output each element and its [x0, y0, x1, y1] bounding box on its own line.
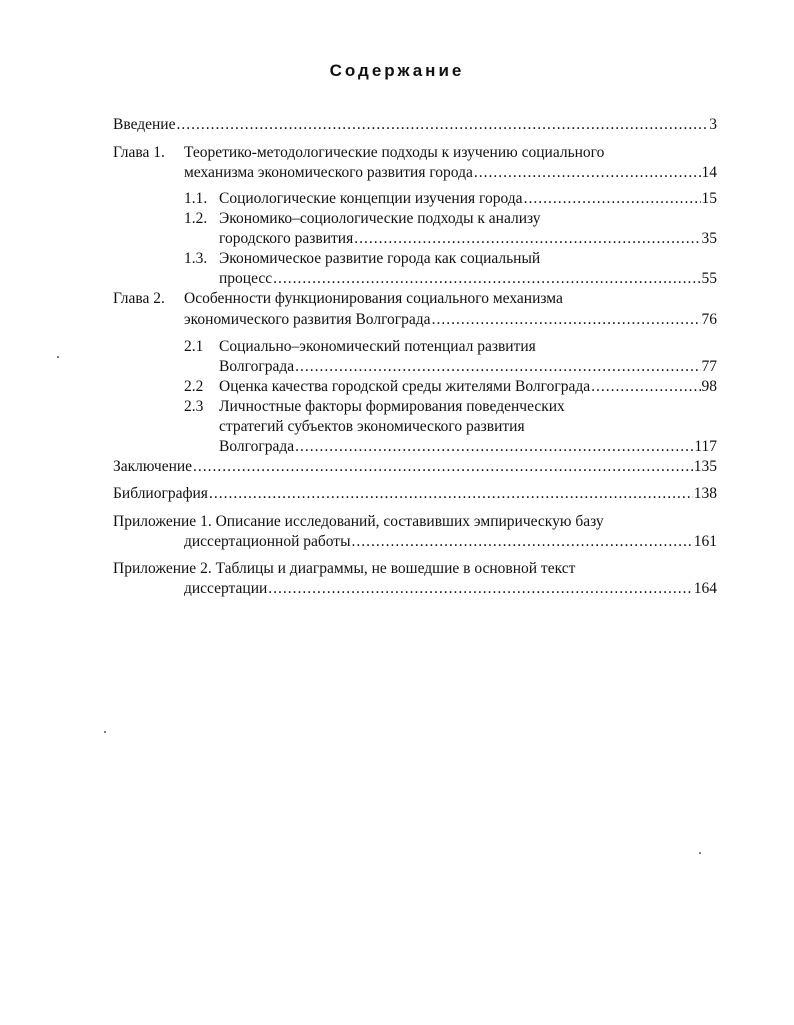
section-number: 1.3. — [184, 250, 208, 267]
toc-entry-appendix-2[interactable] — [184, 579, 717, 599]
section-title-line: Социально–экономический потенциал развития — [219, 338, 536, 355]
toc-entry-appendix-1[interactable] — [184, 532, 717, 552]
toc-entry-bibliography[interactable] — [113, 484, 717, 504]
toc-entry-chapter-2[interactable] — [184, 310, 717, 330]
page-number: 98 — [701, 378, 717, 395]
page-number: 14 — [701, 164, 717, 181]
toc-entry-text: Библиография — [113, 485, 208, 502]
toc-entry-section-1-1[interactable] — [219, 189, 717, 209]
page-number: 35 — [701, 230, 717, 247]
chapter-title-line: Теоретико-методологические подходы к изучению социального — [184, 144, 605, 161]
dot-leader — [209, 484, 693, 504]
appendix-title-line: Приложение 2. Таблицы и диаграммы, не вошедшие в основной текст — [113, 560, 576, 577]
toc-entry-text: Заключение — [113, 458, 193, 475]
dot-leader — [474, 163, 701, 183]
dot-leader — [432, 310, 701, 330]
toc-entry-intro[interactable] — [113, 115, 717, 135]
section-number: 1.2. — [184, 210, 208, 227]
page-number: 15 — [701, 190, 717, 207]
section-title-line: городского развития — [219, 230, 354, 247]
section-title-line: стратегий субъектов экономического развития — [219, 418, 525, 435]
chapter-label: Глава 2. — [113, 290, 165, 307]
page-number: 3 — [709, 116, 717, 133]
section-number: 2.1 — [184, 338, 204, 355]
page-number: 117 — [694, 438, 717, 455]
page-number: 138 — [693, 485, 717, 502]
dot-leader — [295, 437, 693, 457]
section-title: Социологические концепции изучения города — [219, 190, 523, 207]
dot-leader — [591, 377, 700, 397]
section-title-line: Экономико–социологические подходы к анализу — [219, 210, 541, 227]
dot-leader — [524, 189, 701, 209]
appendix-title-line: Приложение 1. Описание исследований, составивших эмпирическую базу — [113, 513, 604, 530]
page-number: 76 — [701, 311, 717, 328]
toc-entry-section-2-2[interactable] — [219, 377, 717, 397]
chapter-title-line: экономического развития Волгограда — [184, 311, 431, 328]
toc-entry-conclusion[interactable] — [113, 457, 717, 477]
dot-leader — [268, 579, 692, 599]
appendix-title-line: диссертации — [184, 580, 268, 597]
page-title: Содержание — [329, 61, 465, 80]
page-number: 161 — [693, 533, 717, 550]
toc-entry-chapter-1[interactable] — [184, 163, 717, 183]
toc-entry-text: Введение — [113, 116, 176, 133]
section-number: 2.2 — [184, 378, 204, 395]
dot-leader — [176, 115, 708, 135]
page-number: 164 — [693, 580, 717, 597]
chapter-label: Глава 1. — [113, 144, 165, 161]
toc-entry-section-2-1[interactable] — [219, 357, 717, 377]
section-title: Оценка качества городской среды жителями Волгограда — [219, 378, 591, 395]
dot-leader — [193, 457, 693, 477]
section-title-line: Экономическое развитие города как социальный — [219, 250, 541, 267]
scan-speck — [57, 356, 59, 358]
page-number: 77 — [701, 358, 717, 375]
section-number: 1.1. — [184, 190, 208, 207]
chapter-title-line: Особенности функционирования социального механизма — [184, 290, 563, 307]
section-title-line: процесс — [219, 270, 273, 287]
toc-entry-section-1-2[interactable] — [219, 229, 717, 249]
section-title-line: Волгограда — [219, 358, 295, 375]
dot-leader — [354, 229, 700, 249]
dot-leader — [352, 532, 693, 552]
page-number: 135 — [693, 458, 717, 475]
section-title-line: Волгограда — [219, 438, 295, 455]
toc-entry-section-2-3[interactable] — [219, 437, 717, 457]
page-number: 55 — [701, 270, 717, 287]
scan-speck — [104, 731, 106, 733]
toc-entry-section-1-3[interactable] — [219, 269, 717, 289]
scan-speck — [699, 852, 701, 854]
section-title-line: Личностные факторы формирования поведенческих — [219, 398, 565, 415]
dot-leader — [295, 357, 700, 377]
chapter-title-line: механизма экономического развития города — [184, 164, 473, 181]
section-number: 2.3 — [184, 398, 204, 415]
appendix-title-line: диссертационной работы — [184, 533, 351, 550]
dot-leader — [273, 269, 700, 289]
